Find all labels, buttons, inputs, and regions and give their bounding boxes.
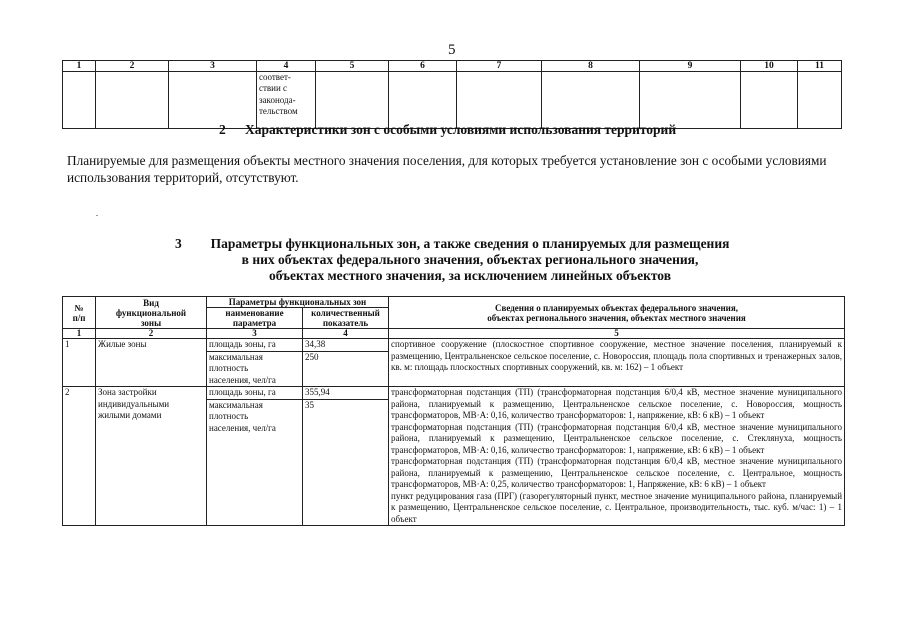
col-number: 5 xyxy=(389,329,845,339)
section-2-number: 2 xyxy=(219,122,226,137)
table-cell xyxy=(741,72,798,129)
section-3-number: 3 xyxy=(175,236,182,251)
col-number: 5 xyxy=(316,61,389,72)
header-param-name: наименование параметра xyxy=(207,308,303,329)
zone-name: Жилые зоны xyxy=(96,339,207,387)
param-names xyxy=(207,339,303,387)
planned-object: трансформаторная подстанция (ТП) (трансформаторная подстанция 6/0,4 кВ, местное значение муниципального района, планируемый к размещению, Центральненское сельское поселение, с. Центральное, мощность трансформаторов, МВ·А: 0,25, количество трансформаторов: 1, Напряжение, кВ: 6 кВ) – 1 объект xyxy=(391,456,843,489)
param-density-name: максимальная плотность населения, чел/га xyxy=(209,351,276,385)
header-info: Сведения о планируемых объектах федерального значения, объектах регионального значения, объектах местного значения xyxy=(389,297,845,329)
table-cell xyxy=(542,72,640,129)
row-num: 1 xyxy=(63,339,96,387)
planned-object: спортивное сооружение (плоскостное спортивное сооружение, местное значение поселения, планируемый к размещению, Центральненское сельское поселение, с. Новороссия, площадь пола спортивных и тренажерных залов, кв. м: площадь плоскостных спортивных сооружений, кв. м: 162) – 1 объект xyxy=(391,339,843,372)
zones-table xyxy=(62,296,845,526)
param-density-name: максимальная плотность населения, чел/га xyxy=(209,399,276,433)
col-number: 9 xyxy=(640,61,741,72)
section-3-title-line: Параметры функциональных зон, а также сведения о планируемых для размещения xyxy=(210,236,730,251)
col-number: 3 xyxy=(169,61,257,72)
table-cell xyxy=(63,72,96,129)
col-number: 1 xyxy=(63,61,96,72)
table-cell xyxy=(169,72,257,129)
planned-object: пункт редуцирования газа (ПРГ) (газорегуляторный пункт, местное значение муниципального района, планируемый к размещению, Центральненское сельское поселение, с. Центральное, производительность, тыс. куб. м/час: 1) – 1 объект xyxy=(391,490,843,524)
param-area-value: 355,94 xyxy=(303,387,388,400)
col-number: 7 xyxy=(457,61,542,72)
param-names xyxy=(207,387,303,526)
table-cell xyxy=(96,72,169,129)
col-number: 8 xyxy=(542,61,640,72)
col-number: 2 xyxy=(96,329,207,339)
zone-name: Зона застройки индивидуальными жилыми домами xyxy=(96,387,207,526)
header-param-value: количественный показатель xyxy=(303,308,389,329)
section-3-title-line: объектах местного значения, за исключением линейных объектов xyxy=(268,268,672,283)
column-number-row xyxy=(63,61,842,72)
row-num: 2 xyxy=(63,387,96,526)
table-cell xyxy=(389,72,457,129)
planned-object: трансформаторная подстанция (ТП) (трансформаторная подстанция 6/0,4 кВ, местное значение муниципального района, планируемый к размещению, Центральненское сельское поселение, с. Стеклянуха, мощность трансформаторов, МВ·А: 0,16, количество трансформаторов: 1, напряжение, кВ: 6 кВ) – 1 объект xyxy=(391,421,843,455)
table-row xyxy=(63,387,845,526)
continuation-table xyxy=(62,60,842,129)
col-number: 1 xyxy=(63,329,96,339)
page-number: 5 xyxy=(448,42,456,58)
header-zone-type: Вид функциональной зоны xyxy=(96,297,207,329)
header-num: № п/п xyxy=(63,297,96,329)
table-row xyxy=(63,72,842,129)
param-values xyxy=(303,387,389,526)
section-2-paragraph: Планируемые для размещения объекты местного значения поселения, для которых требуется установление зон с особыми условиями использования территорий, отсутствуют. xyxy=(67,153,827,185)
planned-objects-info xyxy=(389,387,845,526)
param-area-name: площадь зоны, га xyxy=(207,339,302,352)
col-number: 10 xyxy=(741,61,798,72)
col-number: 4 xyxy=(257,61,316,72)
param-area-name: площадь зоны, га xyxy=(207,387,302,400)
param-values xyxy=(303,339,389,387)
table-cell xyxy=(316,72,389,129)
planned-object: трансформаторная подстанция (ТП) (трансформаторная подстанция 6/0,4 кВ, местное значение муниципального района, планируемый к размещению, Центральненское сельское поселение, с. Новороссия, мощность трансформаторов, МВ·А: 0,16, количество трансформаторов: 1, напряжение, кВ: 6 кВ) – 1 объект xyxy=(391,387,843,420)
col-number: 4 xyxy=(303,329,389,339)
table-cell-compliance: соответ- ствии с законода- тельством xyxy=(257,72,316,129)
section-2-title: Характеристики зон с особыми условиями использования территорий xyxy=(245,122,677,137)
scan-mark xyxy=(96,215,98,216)
param-density-value: 35 xyxy=(305,399,314,410)
section-3-title xyxy=(190,236,750,284)
table-header-row xyxy=(63,297,845,308)
table-cell xyxy=(798,72,842,129)
col-number: 11 xyxy=(798,61,842,72)
table-cell xyxy=(640,72,741,129)
param-area-value: 34,38 xyxy=(303,339,388,352)
header-params-group: Параметры функциональных зон xyxy=(207,297,389,308)
param-density-value: 250 xyxy=(305,351,319,362)
col-number: 6 xyxy=(389,61,457,72)
planned-objects-info xyxy=(389,339,845,387)
section-3-title-line: в них объектах федерального значения, объектах регионального значения, xyxy=(241,252,699,267)
table-row xyxy=(63,339,845,387)
column-number-row xyxy=(63,329,845,339)
col-number: 3 xyxy=(207,329,303,339)
col-number: 2 xyxy=(96,61,169,72)
table-cell xyxy=(457,72,542,129)
